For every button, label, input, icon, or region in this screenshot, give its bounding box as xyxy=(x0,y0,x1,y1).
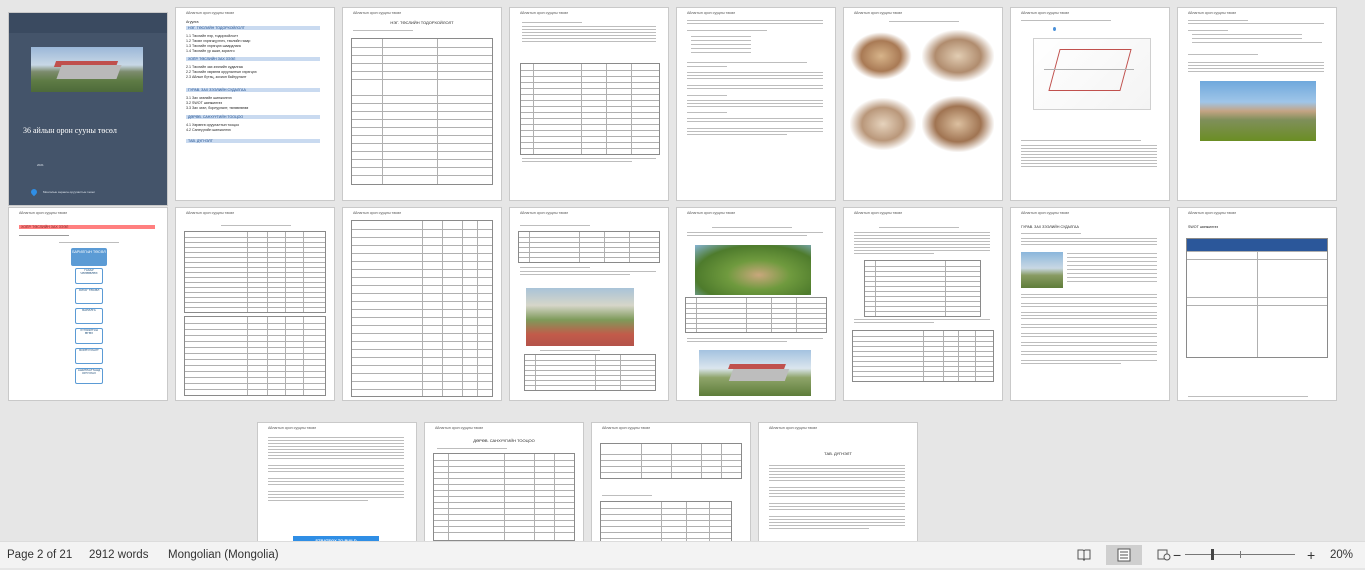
city-photo xyxy=(1021,252,1063,288)
toc-item[interactable]: НЭГ. ТӨСЛИЙН ТОДОРХОЙЛОЛТ xyxy=(186,26,320,30)
page-18[interactable] xyxy=(425,423,583,541)
page-9[interactable] xyxy=(9,208,167,400)
web-layout-icon[interactable] xyxy=(1157,548,1171,561)
print-layout-icon[interactable] xyxy=(1106,545,1142,565)
page-11[interactable] xyxy=(343,208,501,400)
cover-photo xyxy=(31,47,143,92)
page-count[interactable]: Page 2 of 21 xyxy=(7,549,73,561)
materials-table xyxy=(184,231,326,313)
zoom-slider-center-mark xyxy=(1240,551,1241,558)
page-header: Айлаггын орон сууцны төсөл xyxy=(687,11,736,15)
page-17[interactable] xyxy=(258,423,416,541)
location-pin-icon xyxy=(1053,27,1056,31)
page-10[interactable] xyxy=(176,208,334,400)
toc-item[interactable]: ДӨРӨВ. САНХҮҮГИЙН ТООЦОО xyxy=(186,115,320,119)
page-header: Айлаггын орон сууцны төсөл xyxy=(854,11,903,15)
strategy-banner: STRATEGY TO BUILD xyxy=(293,536,379,541)
toc-item[interactable]: 1.1 Төслийн нэр, тодорхойлолт xyxy=(186,34,239,38)
apartment-render-3 xyxy=(850,98,916,150)
page-header: Айлаггын орон сууцны төсөл xyxy=(353,211,402,215)
budget-table xyxy=(351,220,493,397)
equipment-table xyxy=(518,231,660,263)
toc-heading: Агуулга xyxy=(186,20,199,24)
page-3[interactable] xyxy=(343,8,501,200)
toc-item[interactable]: ГУРАВ. ЗАХ ЗЭЭЛИЙН СУДАЛГАА xyxy=(186,88,320,92)
project-info-table xyxy=(351,38,493,185)
materials-table-2 xyxy=(184,316,326,396)
investment-table xyxy=(433,453,575,541)
finance-table xyxy=(600,443,742,479)
toc-item[interactable]: 2.3 Айлын бүтэц, зохион байгуулалт xyxy=(186,75,247,79)
section-title: ТАВ. ДҮГНЭЛТ xyxy=(824,451,852,456)
page-20[interactable] xyxy=(759,423,917,541)
page-1-cover[interactable] xyxy=(9,13,167,205)
page-19[interactable] xyxy=(592,423,750,541)
district-photo xyxy=(1200,81,1316,141)
page-header: Айлаггын орон сууцны төсөл xyxy=(1021,11,1070,15)
cost-table xyxy=(520,63,660,155)
page-header: Айлаггын орон сууцны төсөл xyxy=(520,211,569,215)
schedule-table xyxy=(864,260,981,317)
zoom-level[interactable]: 20% xyxy=(1330,549,1354,561)
toc-item[interactable]: ТАВ. ДҮГНЭЛТ xyxy=(186,139,320,143)
cover-year: 2021 xyxy=(37,163,44,167)
page-12[interactable] xyxy=(510,208,668,400)
toc-item[interactable]: 2.1 Төслийн зах зээлийн судалгаа xyxy=(186,65,243,69)
cashflow-table xyxy=(600,501,732,541)
zoom-out-button[interactable]: − xyxy=(1173,547,1182,563)
page-header: Айлаггын орон сууцны төсөл xyxy=(602,426,651,430)
diagram-box: БОРЛУУЛАЛТ xyxy=(75,348,103,364)
landscape-table xyxy=(685,297,827,333)
swot-table xyxy=(1186,238,1328,358)
page-header: Айлаггын орон сууцны төсөл xyxy=(268,426,317,430)
toc-item[interactable]: 1.2 Төсөл хэрэгжүүлэгч, төслийн газар xyxy=(186,39,251,43)
building-render xyxy=(699,350,811,396)
page-15[interactable] xyxy=(1011,208,1169,400)
section-title: НЭГ. ТӨСЛИЙН ТОДОРХОЙЛОЛТ xyxy=(390,20,454,25)
read-mode-icon[interactable] xyxy=(1077,548,1091,561)
page-header: Айлаггын орон сууцны төсөл xyxy=(1021,211,1070,215)
page-header: Айлаггын орон сууцны төсөл xyxy=(186,11,235,15)
apartment-render-2 xyxy=(922,30,994,82)
page-header: Айлаггын орон сууцны төсөл xyxy=(1188,11,1237,15)
page-8[interactable] xyxy=(1178,8,1336,200)
apartment-render-4 xyxy=(922,96,994,152)
zoom-in-button[interactable]: + xyxy=(1307,547,1316,563)
page-header: Айлаггын орон сууцны төсөл xyxy=(854,211,903,215)
page-header: Айлаггын орон сууцны төсөл xyxy=(687,211,736,215)
page-7[interactable] xyxy=(1011,8,1169,200)
playground-table xyxy=(524,354,656,391)
apartment-render-1 xyxy=(850,32,912,80)
page-header: Айлаггын орон сууцны төсөл xyxy=(435,426,484,430)
diagram-box: ЗУРАГ ТӨСӨЛ xyxy=(75,288,103,304)
cover-band xyxy=(9,13,167,33)
toc-item[interactable]: 3.3 Зах зээл, борлуулалт, төлөвлөгөө xyxy=(186,106,249,110)
page-13[interactable] xyxy=(677,208,835,400)
toc-item[interactable]: 3.2 SWOT шинжилгээ xyxy=(186,101,223,105)
toc-item[interactable]: 3.1 Зах зээлийн шинжилгээ xyxy=(186,96,232,100)
diagram-box: ХҮЛЭЭЛГЭН ӨГӨХ xyxy=(75,328,103,344)
page-6[interactable] xyxy=(844,8,1002,200)
word-count[interactable]: 2912 words xyxy=(89,549,149,561)
toc-item[interactable]: 1.4 Төслийн үр ашиг, зорилго xyxy=(186,49,235,53)
page-header: Айлаггын орон сууцны төсөл xyxy=(520,11,569,15)
section-subtitle: SWOT шинжилгээ xyxy=(1188,225,1219,229)
diagram-box: АШИГЛАЛТАНД ОРУУЛАХ xyxy=(75,368,103,384)
cover-footer: Монголын хөрөнгө оруулалтын төсөл xyxy=(43,190,96,194)
toc-item[interactable]: 4.2 Санхүүгийн шинжилгээ xyxy=(186,128,231,132)
page-14[interactable] xyxy=(844,208,1002,400)
zoom-slider-thumb[interactable] xyxy=(1211,549,1214,560)
page-header: Айлаггын орон сууцны төсөл xyxy=(186,211,235,215)
playground-photo xyxy=(526,288,634,346)
diagram-title-box: БАРИЛГЫН ТӨСӨЛ xyxy=(71,248,107,266)
language-indicator[interactable]: Mongolian (Mongolia) xyxy=(168,549,279,561)
page-16[interactable] xyxy=(1178,208,1336,400)
section-title: ГУРАВ. ЗАХ ЗЭЭЛИЙН СУДАЛГАА xyxy=(1021,225,1079,229)
toc-item[interactable]: 1.3 Төслийн хэрэгцээ шаардлага xyxy=(186,44,241,48)
page-header: Айлаггын орон сууцны төсөл xyxy=(19,211,68,215)
section-title: ДӨРӨВ. САНХҮҮГИЙН ТООЦОО xyxy=(473,438,535,443)
page-header: Айлаггын орон сууцны төсөл xyxy=(353,11,402,15)
toc-item[interactable]: 4.1 Хөрөнгө оруулалтын тооцоо xyxy=(186,123,240,127)
site-plan-drawing xyxy=(1033,38,1151,110)
diagram-box: БАРИЛГА xyxy=(75,308,103,324)
page-header: Айлаггын орон сууцны төсөл xyxy=(769,426,818,430)
park-photo xyxy=(695,245,811,295)
toc-item[interactable]: 2.2 Төслийн хөрөнгө оруулалтын хэрэгцээ xyxy=(186,70,257,74)
diagram-box: ГАЗАР ЧӨЛӨӨЛӨХ xyxy=(75,268,103,284)
section-title: ХОЁР. ТӨСЛИЙН ЗАХ ЗЭЭЛ xyxy=(19,225,155,229)
cover-title: 36 айлын орон сууны төсөл xyxy=(23,126,117,135)
location-pin-icon xyxy=(30,188,38,196)
page-2-toc[interactable] xyxy=(176,8,334,200)
summary-table xyxy=(852,330,994,382)
status-bar xyxy=(0,541,1365,568)
toc-item[interactable]: ХОЁР. ТӨСЛИЙН ЗАХ ЗЭЭЛ xyxy=(186,57,320,61)
page-header: Айлаггын орон сууцны төсөл xyxy=(1188,211,1237,215)
page-4[interactable] xyxy=(510,8,668,200)
page-5[interactable] xyxy=(677,8,835,200)
